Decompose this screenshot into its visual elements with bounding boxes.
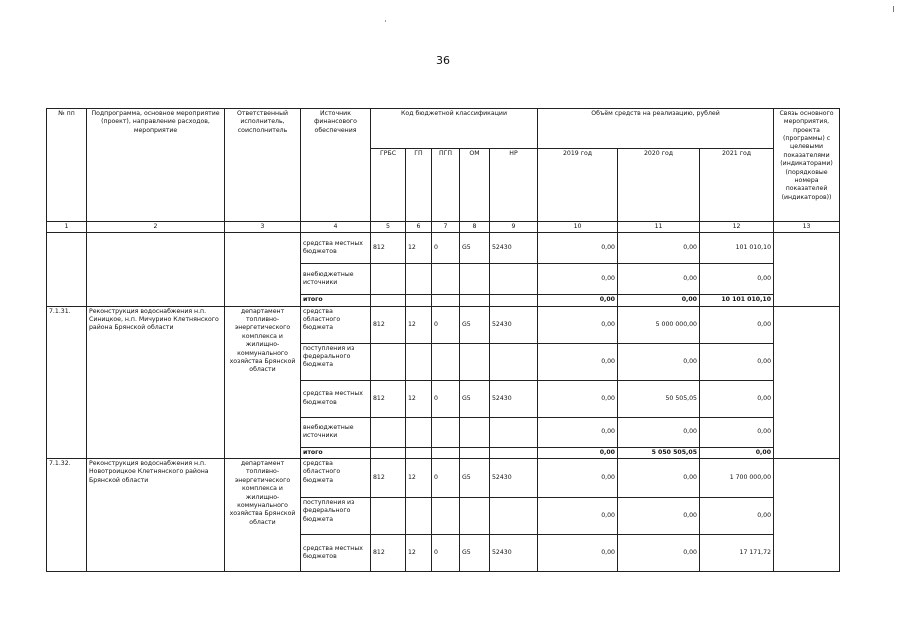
- pgp-cell: 0: [432, 535, 460, 572]
- nr-cell: 52430: [490, 233, 538, 264]
- grbs-cell: 812: [371, 459, 406, 498]
- gp-cell: [406, 498, 432, 535]
- nr-cell: 52430: [490, 306, 538, 343]
- column-number: 5: [371, 222, 406, 233]
- header-nr: НР: [490, 149, 538, 222]
- total-2020: 5 050 505,05: [618, 447, 700, 458]
- header-source: Источник финансового обеспечения: [301, 109, 371, 222]
- value-2021: 17 171,72: [700, 535, 774, 572]
- empty-cell: [460, 295, 490, 306]
- executor-cell: департамент топливно-энергетического комплекса и жилищно-коммунального хозяйства Брянской области: [225, 306, 301, 458]
- nr-cell: [490, 498, 538, 535]
- value-2020: 0,00: [618, 343, 700, 380]
- empty-cell: [432, 295, 460, 306]
- pgp-cell: 0: [432, 380, 460, 417]
- value-2019: 0,00: [538, 459, 618, 498]
- grbs-cell: 812: [371, 380, 406, 417]
- value-2021: 0,00: [700, 498, 774, 535]
- column-number: 8: [460, 222, 490, 233]
- header-gp: ГП: [406, 149, 432, 222]
- value-2020: 0,00: [618, 498, 700, 535]
- source-cell: средства местных бюджетов: [301, 233, 371, 264]
- value-2021: 0,00: [700, 343, 774, 380]
- source-cell: внебюджетные источники: [301, 264, 371, 295]
- nr-cell: [490, 343, 538, 380]
- column-number: 10: [538, 222, 618, 233]
- column-number: 9: [490, 222, 538, 233]
- header-om: ОМ: [460, 149, 490, 222]
- header-funds: Объём средств на реализацию, рублей: [538, 109, 774, 149]
- total-2019: 0,00: [538, 447, 618, 458]
- gp-cell: [406, 417, 432, 447]
- om-cell: G5: [460, 306, 490, 343]
- om-cell: G5: [460, 380, 490, 417]
- gp-cell: 12: [406, 380, 432, 417]
- header-indicators: Связь основного мероприятия, проекта (программы) с целевыми показателями (индикаторами) (порядковые номера показателей (индикаторов)): [774, 109, 840, 222]
- source-cell: поступления из федерального бюджета: [301, 343, 371, 380]
- table-row: [47, 306, 840, 343]
- pgp-cell: 0: [432, 459, 460, 498]
- pgp-cell: [432, 498, 460, 535]
- value-2020: 0,00: [618, 459, 700, 498]
- value-2020: 0,00: [618, 264, 700, 295]
- om-cell: [460, 417, 490, 447]
- column-number: 7: [432, 222, 460, 233]
- total-label: итого: [301, 447, 371, 458]
- header-program: Подпрограмма, основное мероприятие (проект), направление расходов, мероприятие: [87, 109, 225, 222]
- source-cell: средства областного бюджета: [301, 306, 371, 343]
- value-2021: 0,00: [700, 380, 774, 417]
- gp-cell: 12: [406, 535, 432, 572]
- value-2021: 0,00: [700, 417, 774, 447]
- gp-cell: 12: [406, 306, 432, 343]
- grbs-cell: 812: [371, 233, 406, 264]
- empty-cell: [490, 295, 538, 306]
- nr-cell: 52430: [490, 459, 538, 498]
- empty-cell: [371, 295, 406, 306]
- scan-dot: [385, 20, 386, 22]
- num-cell: 7.1.31.: [47, 306, 87, 458]
- header-pgp: ПГП: [432, 149, 460, 222]
- value-2019: 0,00: [538, 535, 618, 572]
- total-label: итого: [301, 295, 371, 306]
- om-cell: G5: [460, 535, 490, 572]
- value-2019: 0,00: [538, 306, 618, 343]
- source-cell: поступления из федерального бюджета: [301, 498, 371, 535]
- num-cell: [47, 233, 87, 306]
- empty-cell: [371, 447, 406, 458]
- value-2019: 0,00: [538, 264, 618, 295]
- value-2019: 0,00: [538, 417, 618, 447]
- empty-cell: [406, 447, 432, 458]
- gp-cell: [406, 264, 432, 295]
- empty-cell: [406, 295, 432, 306]
- gp-cell: [406, 343, 432, 380]
- total-2021: 0,00: [700, 447, 774, 458]
- pgp-cell: [432, 264, 460, 295]
- num-cell: 7.1.32.: [47, 459, 87, 572]
- value-2019: 0,00: [538, 233, 618, 264]
- grbs-cell: [371, 498, 406, 535]
- column-number: 6: [406, 222, 432, 233]
- nr-cell: 52430: [490, 535, 538, 572]
- header-2019: 2019 год: [538, 149, 618, 222]
- om-cell: G5: [460, 233, 490, 264]
- indicator-cell: [774, 233, 840, 306]
- source-cell: средства местных бюджетов: [301, 380, 371, 417]
- value-2021: 1 700 000,00: [700, 459, 774, 498]
- om-cell: [460, 498, 490, 535]
- table-row: [47, 459, 840, 498]
- value-2019: 0,00: [538, 343, 618, 380]
- value-2021: 0,00: [700, 264, 774, 295]
- source-cell: средства местных бюджетов: [301, 535, 371, 572]
- value-2020: 50 505,05: [618, 380, 700, 417]
- gp-cell: 12: [406, 233, 432, 264]
- column-number: 3: [225, 222, 301, 233]
- om-cell: [460, 343, 490, 380]
- program-cell: Реконструкция водоснабжения н.п. Синицкое, н.п. Мичурино Клетнянского района Брянской области: [87, 306, 225, 458]
- grbs-cell: [371, 417, 406, 447]
- om-cell: G5: [460, 459, 490, 498]
- header-budget-code: Код бюджетной классификации: [371, 109, 538, 149]
- header-2021: 2021 год: [700, 149, 774, 222]
- column-number: 11: [618, 222, 700, 233]
- value-2020: 0,00: [618, 535, 700, 572]
- pgp-cell: [432, 417, 460, 447]
- total-2020: 0,00: [618, 295, 700, 306]
- pgp-cell: 0: [432, 306, 460, 343]
- source-cell: средства областного бюджета: [301, 459, 371, 498]
- executor-cell: департамент топливно-энергетического комплекса и жилищно-коммунального хозяйства Брянской области: [225, 459, 301, 572]
- grbs-cell: 812: [371, 306, 406, 343]
- header-row-1: [47, 109, 840, 149]
- column-number: 12: [700, 222, 774, 233]
- header-num: № пп: [47, 109, 87, 222]
- budget-table: [46, 108, 840, 572]
- nr-cell: [490, 264, 538, 295]
- value-2019: 0,00: [538, 380, 618, 417]
- column-number: 4: [301, 222, 371, 233]
- om-cell: [460, 264, 490, 295]
- column-number: 2: [87, 222, 225, 233]
- value-2020: 5 000 000,00: [618, 306, 700, 343]
- value-2019: 0,00: [538, 498, 618, 535]
- column-number: 13: [774, 222, 840, 233]
- column-number: 1: [47, 222, 87, 233]
- executor-cell: [225, 233, 301, 306]
- grbs-cell: [371, 343, 406, 380]
- value-2020: 0,00: [618, 233, 700, 264]
- indicator-cell: [774, 459, 840, 572]
- grbs-cell: 812: [371, 535, 406, 572]
- header-2020: 2020 год: [618, 149, 700, 222]
- program-cell: Реконструкция водоснабжения н.п. Новотроицкое Клетнянского района Брянской области: [87, 459, 225, 572]
- pgp-cell: [432, 343, 460, 380]
- page-number: 36: [436, 54, 450, 67]
- nr-cell: [490, 417, 538, 447]
- empty-cell: [490, 447, 538, 458]
- header-grbs: ГРБС: [371, 149, 406, 222]
- nr-cell: 52430: [490, 380, 538, 417]
- gp-cell: 12: [406, 459, 432, 498]
- pgp-cell: 0: [432, 233, 460, 264]
- value-2020: 0,00: [618, 417, 700, 447]
- empty-cell: [432, 447, 460, 458]
- table-row: [47, 233, 840, 264]
- empty-cell: [460, 447, 490, 458]
- program-cell: [87, 233, 225, 306]
- source-cell: внебюджетные источники: [301, 417, 371, 447]
- indicator-cell: [774, 306, 840, 458]
- total-2021: 10 101 010,10: [700, 295, 774, 306]
- scan-mark: [893, 6, 894, 12]
- column-number-row: [47, 222, 840, 233]
- value-2021: 101 010,10: [700, 233, 774, 264]
- header-executor: Ответственный исполнитель, соисполнитель: [225, 109, 301, 222]
- total-2019: 0,00: [538, 295, 618, 306]
- value-2021: 0,00: [700, 306, 774, 343]
- grbs-cell: [371, 264, 406, 295]
